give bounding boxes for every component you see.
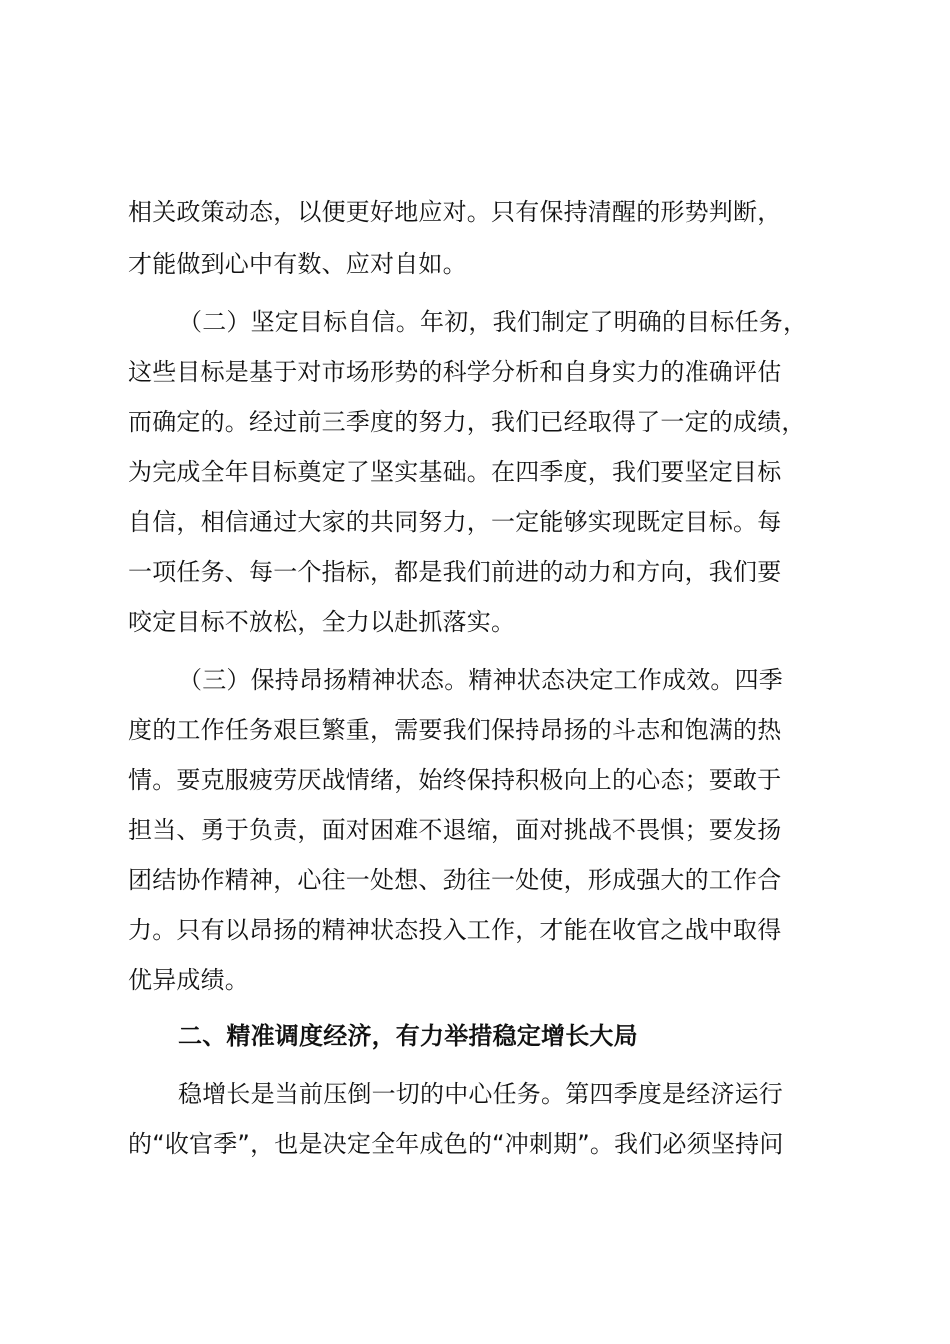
text-line: 一项任务、每一个指标，都是我们前进的动力和方向，我们要 <box>128 558 782 586</box>
text-line: 这些目标是基于对市场形势的科学分析和自身实力的准确评估 <box>128 358 782 386</box>
text-line: 而确定的。经过前三季度的努力，我们已经取得了一定的成绩， <box>128 408 806 436</box>
text-line: 自信，相信通过大家的共同努力，一定能够实现既定目标。每 <box>128 508 782 536</box>
text-line: 稳增长是当前压倒一切的中心任务。第四季度是经济运行 <box>178 1080 783 1108</box>
text-line: 情。要克服疲劳厌战情绪，始终保持积极向上的心态；要敢于 <box>128 766 782 794</box>
text-line: 咬定目标不放松，全力以赴抓落实。 <box>128 608 516 636</box>
paragraph-heading-3: （三）保持昂扬精神状态。精神状态决定工作成效。四季 <box>178 666 783 694</box>
text-line: 团结协作精神，心往一处想、劲往一处使，形成强大的工作合 <box>128 866 782 894</box>
text-line: 的“收官季”，也是决定全年成色的“冲刺期”。我们必须坚持问 <box>128 1130 784 1158</box>
section-heading: 二、精准调度经济，有力举措稳定增长大局 <box>178 1022 638 1050</box>
text-line: 力。只有以昂扬的精神状态投入工作，才能在收官之战中取得 <box>128 916 782 944</box>
text-line: 担当、勇于负责，面对困难不退缩，面对挑战不畏惧；要发扬 <box>128 816 782 844</box>
text-line: 优异成绩。 <box>128 966 249 994</box>
text-line: 才能做到心中有数、应对自如。 <box>128 250 467 278</box>
paragraph-heading-2: （二）坚定目标自信。年初，我们制定了明确的目标任务， <box>178 308 808 336</box>
text-line: 相关政策动态，以便更好地应对。只有保持清醒的形势判断， <box>128 198 782 226</box>
text-line: 度的工作任务艰巨繁重，需要我们保持昂扬的斗志和饱满的热 <box>128 716 782 744</box>
text-line: 为完成全年目标奠定了坚实基础。在四季度，我们要坚定目标 <box>128 458 782 486</box>
